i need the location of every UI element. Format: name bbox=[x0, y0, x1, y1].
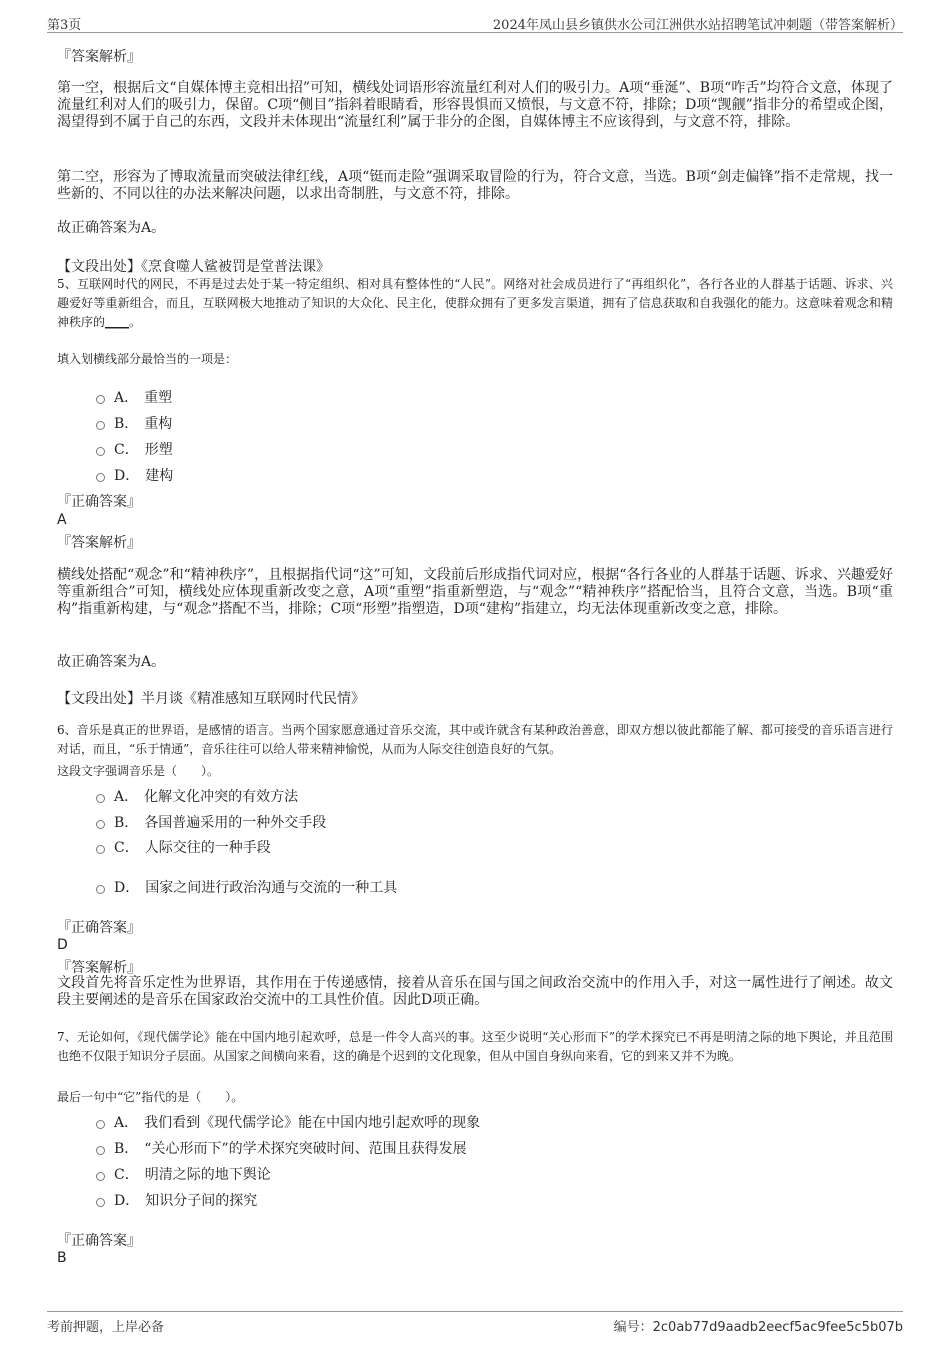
radio-icon[interactable] bbox=[96, 1146, 105, 1155]
document-code: 编号：2c0ab77d9aadb2eecf5ac9fee5c5b07b bbox=[613, 1320, 903, 1335]
question-7-text: 7、无论如何，《现代儒学论》能在中国内地引起欢呼，总是一件令人高兴的事。这至少说明“关心形而下”的学术探究已不再是明清之际的地下舆论，并且范围也绝不仅限于知识分子层面。从国家之间横向来看，这的确是个迟到的文化现象，但从中国自身纵向来看，它的到来又并不为晚。 bbox=[57, 1030, 893, 1063]
analysis-paragraph: 第一空，根据后文“自媒体博主竞相出招”可知，横线处词语形容流量红利对人们的吸引力。A项“垂涎”、B项“咋舌”均符合文意，体现了流量红利对人们的吸引力，保留。C项“侧目”指斜着眼睛看，形容畏惧而又愤恨，与文意不符，排除；D项“觊觎”指非分的希望或企图，渴望得到不属于自己的东西，文段并未体现出“流量红利”属于非分的企图，自媒体博主不应该得到，与文意不符，排除。 bbox=[57, 80, 893, 130]
q5-option-c[interactable]: C． 形塑 bbox=[96, 439, 173, 459]
correct-answer-label: 『正确答案』 bbox=[57, 494, 141, 510]
q7-option-c[interactable]: C． 明清之际的地下舆论 bbox=[96, 1164, 271, 1184]
radio-icon[interactable] bbox=[96, 1198, 105, 1207]
correct-answer: D bbox=[57, 937, 68, 953]
correct-answer-label: 『正确答案』 bbox=[57, 920, 141, 936]
analysis-paragraph: 第二空，形容为了博取流量而突破法律红线，A项“铤而走险”强调采取冒险的行为，符合文意，当选。B项“剑走偏锋”指不走常规，找一些新的、不同以往的办法来解决问题，以求出奇制胜，与文意不符，排除。 bbox=[57, 169, 893, 202]
correct-answer: B bbox=[57, 1250, 67, 1266]
source-citation: 【文段出处】《烹食噬人鲨被罚是堂普法课》 bbox=[57, 259, 330, 275]
question-6-text: 6、音乐是真正的世界语，是感情的语言。当两个国家愿意通过音乐交流，其中或许就含有某种政治善意，即双方想以彼此都能了解、都可接受的音乐语言进行对话，而且，“乐于情通”，音乐往往可以给人带来精神愉悦，从而为人际交往创造良好的气氛。 bbox=[57, 723, 893, 756]
conclusion-text: 故正确答案为A。 bbox=[57, 220, 166, 236]
radio-icon[interactable] bbox=[96, 1120, 105, 1129]
correct-answer: A bbox=[57, 512, 67, 528]
question-5-text: 5、互联网时代的网民，不再是过去处于某一特定组织、相对具有整体性的“人民”。网络对社会成员进行了“再组织化”，各行各业的人群基于话题、诉求、兴趣爱好等重新组合，而且，互联网极大地推动了知识的大众化、民主化，使群众拥有了更多发言渠道，拥有了信息获取和自我强化的能力。这意味着观念和精神秩序的____。 bbox=[57, 277, 893, 329]
radio-icon[interactable] bbox=[96, 421, 105, 430]
q6-option-a[interactable]: A． 化解文化冲突的有效方法 bbox=[96, 786, 298, 806]
correct-answer-label: 『正确答案』 bbox=[57, 1233, 141, 1249]
analysis-label: 『答案解析』 bbox=[57, 535, 141, 551]
radio-icon[interactable] bbox=[96, 820, 105, 829]
source-citation: 【文段出处】半月谈《精准感知互联网时代民情》 bbox=[57, 691, 365, 707]
radio-icon[interactable] bbox=[96, 885, 105, 894]
question-6-prompt: 这段文字强调音乐是（ ）。 bbox=[57, 764, 220, 778]
q6-option-b[interactable]: B． 各国普遍采用的一种外交手段 bbox=[96, 812, 326, 832]
conclusion-text: 故正确答案为A。 bbox=[57, 654, 166, 670]
radio-icon[interactable] bbox=[96, 395, 105, 404]
analysis-label: 『答案解析』 bbox=[57, 49, 141, 65]
q5-option-d[interactable]: D． 建构 bbox=[96, 465, 173, 485]
answer-blank: ____ bbox=[105, 315, 130, 329]
header-divider bbox=[47, 32, 903, 33]
question-5-prompt: 填入划横线部分最恰当的一项是： bbox=[57, 352, 238, 366]
footer-slogan: 考前押题，上岸必备 bbox=[47, 1320, 165, 1335]
document-title: 2024年凤山县乡镇供水公司江洲供水站招聘笔试冲刺题（带答案解析） bbox=[492, 18, 903, 33]
radio-icon[interactable] bbox=[96, 794, 105, 803]
radio-icon[interactable] bbox=[96, 845, 105, 854]
q5-option-a[interactable]: A． 重塑 bbox=[96, 387, 172, 407]
q7-option-d[interactable]: D． 知识分子间的探究 bbox=[96, 1190, 257, 1210]
q6-option-d[interactable]: D． 国家之间进行政治沟通与交流的一种工具 bbox=[96, 877, 397, 897]
page-number: 第3页 bbox=[47, 18, 82, 33]
q7-option-b[interactable]: B． “关心形而下”的学术探究突破时间、范围且获得发展 bbox=[96, 1138, 467, 1158]
footer-divider bbox=[47, 1311, 903, 1312]
radio-icon[interactable] bbox=[96, 447, 105, 456]
q6-option-c[interactable]: C． 人际交往的一种手段 bbox=[96, 837, 271, 857]
analysis-paragraph: 横线处搭配“观念”和“精神秩序”，且根据指代词“这”可知，文段前后形成指代词对应，根据“各行各业的人群基于话题、诉求、兴趣爱好等重新组合”可知，横线处应体现重新改变之意，A项“重塑”指重新塑造，与“观念”“精神秩序”搭配恰当，且符合文意，当选。B项“重构”指重新构建，与“观念”搭配不当，排除；C项“形塑”指塑造，D项“建构”指建立，均无法体现重新改变之意，排除。 bbox=[57, 567, 893, 617]
q7-option-a[interactable]: A． 我们看到《现代儒学论》能在中国内地引起欢呼的现象 bbox=[96, 1112, 480, 1132]
question-7-prompt: 最后一句中“它”指代的是（ ）。 bbox=[57, 1090, 244, 1104]
radio-icon[interactable] bbox=[96, 473, 105, 482]
analysis-paragraph: 文段首先将音乐定性为世界语，其作用在于传递感情，接着从音乐在国与国之间政治交流中的作用入手，对这一属性进行了阐述。故文段主要阐述的是音乐在国家政治交流中的工具性价值。因此D项正确。 bbox=[57, 975, 893, 1008]
radio-icon[interactable] bbox=[96, 1172, 105, 1181]
q5-option-b[interactable]: B． 重构 bbox=[96, 413, 172, 433]
analysis-label: 『答案解析』 bbox=[57, 960, 141, 976]
